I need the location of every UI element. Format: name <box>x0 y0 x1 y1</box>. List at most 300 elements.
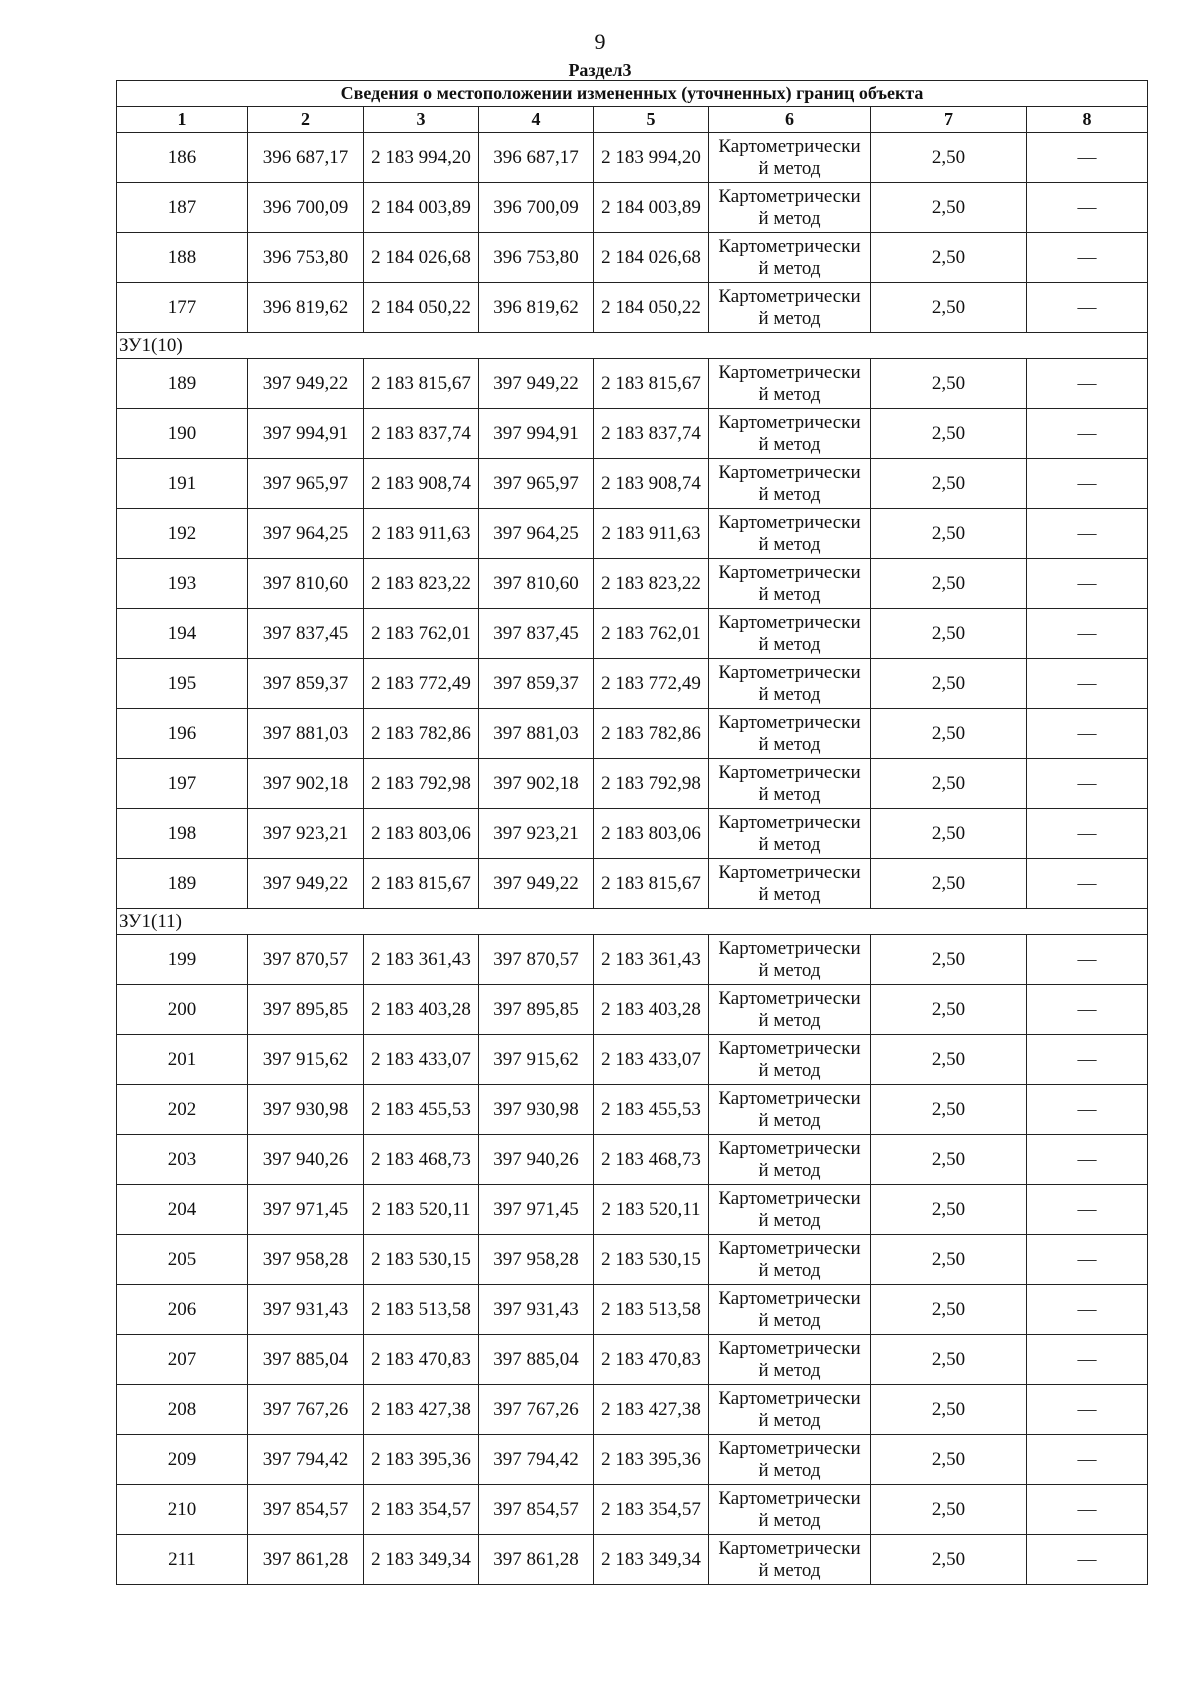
point-number-cell: 189 <box>117 359 248 409</box>
method-cell <box>709 459 871 509</box>
x-old-cell: 396 687,17 <box>248 133 364 183</box>
description-cell: — <box>1027 1185 1148 1235</box>
table-row <box>117 133 1148 183</box>
y-new-cell: 2 183 911,63 <box>594 509 709 559</box>
x-new-cell: 397 861,28 <box>479 1535 594 1585</box>
point-number-cell: 202 <box>117 1085 248 1135</box>
y-new-cell: 2 183 823,22 <box>594 559 709 609</box>
y-old-cell: 2 183 455,53 <box>364 1085 479 1135</box>
x-new-cell: 397 964,25 <box>479 509 594 559</box>
method-text: Картометрически <box>718 987 861 1009</box>
table-body <box>117 81 1148 1585</box>
column-header-row <box>117 107 1148 133</box>
method-cell <box>709 859 871 909</box>
accuracy-cell: 2,50 <box>871 659 1027 709</box>
accuracy-cell: 2,50 <box>871 1535 1027 1585</box>
table-title: Сведения о местоположении измененных (уточненных) границ объекта <box>117 81 1148 107</box>
accuracy-cell: 2,50 <box>871 459 1027 509</box>
method-text: й метод <box>758 1259 821 1281</box>
x-old-cell: 397 930,98 <box>248 1085 364 1135</box>
method-cell <box>709 509 871 559</box>
y-new-cell: 2 183 803,06 <box>594 809 709 859</box>
table-row <box>117 1535 1148 1585</box>
y-new-cell: 2 183 427,38 <box>594 1385 709 1435</box>
description-cell: — <box>1027 1435 1148 1485</box>
y-new-cell: 2 183 349,34 <box>594 1535 709 1585</box>
method-text: Картометрически <box>718 1337 861 1359</box>
accuracy-cell: 2,50 <box>871 283 1027 333</box>
method-text: й метод <box>758 1509 821 1531</box>
y-old-cell: 2 183 994,20 <box>364 133 479 183</box>
x-new-cell: 396 753,80 <box>479 233 594 283</box>
x-old-cell: 397 994,91 <box>248 409 364 459</box>
point-number-cell: 204 <box>117 1185 248 1235</box>
method-text: й метод <box>758 1559 821 1581</box>
point-number-cell: 206 <box>117 1285 248 1335</box>
table-row <box>117 935 1148 985</box>
accuracy-cell: 2,50 <box>871 1285 1027 1335</box>
method-text: Картометрически <box>718 761 861 783</box>
description-cell: — <box>1027 359 1148 409</box>
table-row <box>117 1185 1148 1235</box>
table-row <box>117 1385 1148 1435</box>
accuracy-cell: 2,50 <box>871 859 1027 909</box>
accuracy-cell: 2,50 <box>871 709 1027 759</box>
method-text: й метод <box>758 1459 821 1481</box>
table-row <box>117 709 1148 759</box>
page-number: 9 <box>594 29 606 54</box>
description-cell: — <box>1027 459 1148 509</box>
method-cell <box>709 559 871 609</box>
method-text: й метод <box>758 533 821 555</box>
table-row <box>117 759 1148 809</box>
x-new-cell: 397 881,03 <box>479 709 594 759</box>
y-old-cell: 2 183 513,58 <box>364 1285 479 1335</box>
y-new-cell: 2 183 433,07 <box>594 1035 709 1085</box>
point-number-cell: 190 <box>117 409 248 459</box>
method-text: й метод <box>758 1309 821 1331</box>
method-text: й метод <box>758 483 821 505</box>
x-old-cell: 397 854,57 <box>248 1485 364 1535</box>
method-text: Картометрически <box>718 611 861 633</box>
x-new-cell: 396 700,09 <box>479 183 594 233</box>
x-old-cell: 397 958,28 <box>248 1235 364 1285</box>
table-row <box>117 1035 1148 1085</box>
point-number-cell: 186 <box>117 133 248 183</box>
x-old-cell: 397 971,45 <box>248 1185 364 1235</box>
description-cell: — <box>1027 1085 1148 1135</box>
accuracy-cell: 2,50 <box>871 1085 1027 1135</box>
method-text: Картометрически <box>718 511 861 533</box>
x-old-cell: 397 965,97 <box>248 459 364 509</box>
description-cell: — <box>1027 1135 1148 1185</box>
y-new-cell: 2 183 837,74 <box>594 409 709 459</box>
y-old-cell: 2 183 530,15 <box>364 1235 479 1285</box>
y-old-cell: 2 183 349,34 <box>364 1535 479 1585</box>
x-new-cell: 397 958,28 <box>479 1235 594 1285</box>
description-cell: — <box>1027 1485 1148 1535</box>
description-cell: — <box>1027 1035 1148 1085</box>
table-title-row <box>117 81 1148 107</box>
y-old-cell: 2 183 823,22 <box>364 559 479 609</box>
x-old-cell: 397 902,18 <box>248 759 364 809</box>
x-old-cell: 396 700,09 <box>248 183 364 233</box>
group-label: ЗУ1(10) <box>117 333 1148 359</box>
method-text: й метод <box>758 1059 821 1081</box>
column-header: 2 <box>248 107 364 133</box>
y-new-cell: 2 183 908,74 <box>594 459 709 509</box>
description-cell: — <box>1027 659 1148 709</box>
x-old-cell: 397 931,43 <box>248 1285 364 1335</box>
method-text: Картометрически <box>718 185 861 207</box>
y-new-cell: 2 183 792,98 <box>594 759 709 809</box>
method-cell <box>709 659 871 709</box>
x-new-cell: 397 949,22 <box>479 859 594 909</box>
method-cell <box>709 409 871 459</box>
table-row <box>117 409 1148 459</box>
accuracy-cell: 2,50 <box>871 1185 1027 1235</box>
method-cell <box>709 1385 871 1435</box>
method-text: й метод <box>758 959 821 981</box>
method-cell <box>709 1185 871 1235</box>
accuracy-cell: 2,50 <box>871 935 1027 985</box>
table-row <box>117 1235 1148 1285</box>
method-text: й метод <box>758 207 821 229</box>
method-cell <box>709 283 871 333</box>
accuracy-cell: 2,50 <box>871 409 1027 459</box>
y-new-cell: 2 183 354,57 <box>594 1485 709 1535</box>
column-header: 8 <box>1027 107 1148 133</box>
column-header: 5 <box>594 107 709 133</box>
y-old-cell: 2 184 050,22 <box>364 283 479 333</box>
method-cell <box>709 233 871 283</box>
column-header: 1 <box>117 107 248 133</box>
x-new-cell: 396 687,17 <box>479 133 594 183</box>
group-label: ЗУ1(11) <box>117 909 1148 935</box>
method-text: Картометрически <box>718 811 861 833</box>
group-row <box>117 333 1148 359</box>
method-text: Картометрически <box>718 1187 861 1209</box>
x-new-cell: 397 923,21 <box>479 809 594 859</box>
method-cell <box>709 1535 871 1585</box>
description-cell: — <box>1027 1285 1148 1335</box>
x-new-cell: 397 870,57 <box>479 935 594 985</box>
method-text: Картометрически <box>718 135 861 157</box>
y-old-cell: 2 183 772,49 <box>364 659 479 709</box>
y-old-cell: 2 183 468,73 <box>364 1135 479 1185</box>
method-text: Картометрически <box>718 1537 861 1559</box>
description-cell: — <box>1027 1535 1148 1585</box>
x-new-cell: 397 994,91 <box>479 409 594 459</box>
method-text: й метод <box>758 733 821 755</box>
method-text: й метод <box>758 307 821 329</box>
x-old-cell: 397 915,62 <box>248 1035 364 1085</box>
description-cell: — <box>1027 809 1148 859</box>
accuracy-cell: 2,50 <box>871 1385 1027 1435</box>
method-text: й метод <box>758 1109 821 1131</box>
method-text: й метод <box>758 633 821 655</box>
x-new-cell: 397 767,26 <box>479 1385 594 1435</box>
method-text: й метод <box>758 1159 821 1181</box>
x-old-cell: 397 949,22 <box>248 359 364 409</box>
y-old-cell: 2 183 403,28 <box>364 985 479 1035</box>
table-row <box>117 459 1148 509</box>
method-text: й метод <box>758 257 821 279</box>
y-old-cell: 2 183 354,57 <box>364 1485 479 1535</box>
table-row <box>117 283 1148 333</box>
point-number-cell: 205 <box>117 1235 248 1285</box>
column-header: 3 <box>364 107 479 133</box>
point-number-cell: 196 <box>117 709 248 759</box>
description-cell: — <box>1027 709 1148 759</box>
method-cell <box>709 133 871 183</box>
accuracy-cell: 2,50 <box>871 359 1027 409</box>
y-new-cell: 2 183 994,20 <box>594 133 709 183</box>
method-text: й метод <box>758 783 821 805</box>
table-row <box>117 1335 1148 1385</box>
method-cell <box>709 183 871 233</box>
method-text: Картометрически <box>718 861 861 883</box>
method-text: Картометрически <box>718 285 861 307</box>
accuracy-cell: 2,50 <box>871 1035 1027 1085</box>
accuracy-cell: 2,50 <box>871 1485 1027 1535</box>
method-cell <box>709 1035 871 1085</box>
table-row <box>117 509 1148 559</box>
y-old-cell: 2 183 782,86 <box>364 709 479 759</box>
y-old-cell: 2 183 520,11 <box>364 1185 479 1235</box>
point-number-cell: 211 <box>117 1535 248 1585</box>
table-row <box>117 809 1148 859</box>
accuracy-cell: 2,50 <box>871 985 1027 1035</box>
table-row <box>117 659 1148 709</box>
y-new-cell: 2 183 513,58 <box>594 1285 709 1335</box>
y-new-cell: 2 183 470,83 <box>594 1335 709 1385</box>
table-row <box>117 559 1148 609</box>
description-cell: — <box>1027 1385 1148 1435</box>
table-row <box>117 985 1148 1035</box>
y-old-cell: 2 183 837,74 <box>364 409 479 459</box>
x-new-cell: 397 885,04 <box>479 1335 594 1385</box>
accuracy-cell: 2,50 <box>871 559 1027 609</box>
point-number-cell: 203 <box>117 1135 248 1185</box>
method-text: Картометрически <box>718 235 861 257</box>
x-new-cell: 397 837,45 <box>479 609 594 659</box>
description-cell: — <box>1027 859 1148 909</box>
description-cell: — <box>1027 183 1148 233</box>
method-text: Картометрически <box>718 661 861 683</box>
table-row <box>117 609 1148 659</box>
table-row <box>117 1435 1148 1485</box>
method-text: й метод <box>758 883 821 905</box>
x-old-cell: 397 870,57 <box>248 935 364 985</box>
method-text: й метод <box>758 1359 821 1381</box>
method-text: й метод <box>758 583 821 605</box>
method-cell <box>709 985 871 1035</box>
y-new-cell: 2 183 782,86 <box>594 709 709 759</box>
x-old-cell: 397 837,45 <box>248 609 364 659</box>
y-old-cell: 2 184 026,68 <box>364 233 479 283</box>
point-number-cell: 192 <box>117 509 248 559</box>
point-number-cell: 198 <box>117 809 248 859</box>
point-number-cell: 188 <box>117 233 248 283</box>
point-number-cell: 199 <box>117 935 248 985</box>
y-old-cell: 2 183 470,83 <box>364 1335 479 1385</box>
method-cell <box>709 359 871 409</box>
method-text: й метод <box>758 1209 821 1231</box>
method-text: Картометрически <box>718 1287 861 1309</box>
accuracy-cell: 2,50 <box>871 1335 1027 1385</box>
description-cell: — <box>1027 1335 1148 1385</box>
x-old-cell: 397 810,60 <box>248 559 364 609</box>
method-text: Картометрически <box>718 1237 861 1259</box>
x-old-cell: 397 940,26 <box>248 1135 364 1185</box>
point-number-cell: 191 <box>117 459 248 509</box>
x-new-cell: 397 854,57 <box>479 1485 594 1535</box>
column-header: 6 <box>709 107 871 133</box>
x-new-cell: 397 902,18 <box>479 759 594 809</box>
accuracy-cell: 2,50 <box>871 233 1027 283</box>
x-new-cell: 397 949,22 <box>479 359 594 409</box>
table-row <box>117 233 1148 283</box>
table-row <box>117 1285 1148 1335</box>
method-cell <box>709 809 871 859</box>
y-old-cell: 2 183 911,63 <box>364 509 479 559</box>
method-text: й метод <box>758 1409 821 1431</box>
x-new-cell: 397 931,43 <box>479 1285 594 1335</box>
x-new-cell: 396 819,62 <box>479 283 594 333</box>
accuracy-cell: 2,50 <box>871 1235 1027 1285</box>
accuracy-cell: 2,50 <box>871 809 1027 859</box>
y-old-cell: 2 183 815,67 <box>364 859 479 909</box>
method-text: Картометрически <box>718 361 861 383</box>
table-row <box>117 1485 1148 1535</box>
accuracy-cell: 2,50 <box>871 183 1027 233</box>
x-new-cell: 397 810,60 <box>479 559 594 609</box>
method-cell <box>709 759 871 809</box>
point-number-cell: 209 <box>117 1435 248 1485</box>
description-cell: — <box>1027 409 1148 459</box>
y-new-cell: 2 183 361,43 <box>594 935 709 985</box>
y-old-cell: 2 183 433,07 <box>364 1035 479 1085</box>
accuracy-cell: 2,50 <box>871 609 1027 659</box>
y-old-cell: 2 183 908,74 <box>364 459 479 509</box>
y-new-cell: 2 183 815,67 <box>594 359 709 409</box>
y-old-cell: 2 183 792,98 <box>364 759 479 809</box>
y-new-cell: 2 183 455,53 <box>594 1085 709 1135</box>
accuracy-cell: 2,50 <box>871 1135 1027 1185</box>
method-text: й метод <box>758 1009 821 1031</box>
method-cell <box>709 609 871 659</box>
description-cell: — <box>1027 133 1148 183</box>
description-cell: — <box>1027 509 1148 559</box>
x-old-cell: 397 861,28 <box>248 1535 364 1585</box>
column-header: 7 <box>871 107 1027 133</box>
group-row <box>117 909 1148 935</box>
method-text: Картометрически <box>718 561 861 583</box>
description-cell: — <box>1027 985 1148 1035</box>
y-old-cell: 2 184 003,89 <box>364 183 479 233</box>
x-new-cell: 397 965,97 <box>479 459 594 509</box>
method-text: Картометрически <box>718 1087 861 1109</box>
description-cell: — <box>1027 1235 1148 1285</box>
method-cell <box>709 1135 871 1185</box>
y-old-cell: 2 183 395,36 <box>364 1435 479 1485</box>
column-header: 4 <box>479 107 594 133</box>
point-number-cell: 208 <box>117 1385 248 1435</box>
method-cell <box>709 1085 871 1135</box>
table-row <box>117 359 1148 409</box>
y-old-cell: 2 183 361,43 <box>364 935 479 985</box>
y-new-cell: 2 183 395,36 <box>594 1435 709 1485</box>
method-text: Картометрически <box>718 1487 861 1509</box>
section-label: Раздел3 <box>568 60 632 80</box>
y-new-cell: 2 184 050,22 <box>594 283 709 333</box>
y-new-cell: 2 183 468,73 <box>594 1135 709 1185</box>
x-new-cell: 397 971,45 <box>479 1185 594 1235</box>
y-old-cell: 2 183 427,38 <box>364 1385 479 1435</box>
x-new-cell: 397 915,62 <box>479 1035 594 1085</box>
x-new-cell: 397 930,98 <box>479 1085 594 1135</box>
method-text: й метод <box>758 157 821 179</box>
method-text: й метод <box>758 683 821 705</box>
x-old-cell: 397 949,22 <box>248 859 364 909</box>
point-number-cell: 189 <box>117 859 248 909</box>
accuracy-cell: 2,50 <box>871 1435 1027 1485</box>
point-number-cell: 187 <box>117 183 248 233</box>
x-old-cell: 397 794,42 <box>248 1435 364 1485</box>
x-new-cell: 397 895,85 <box>479 985 594 1035</box>
y-old-cell: 2 183 815,67 <box>364 359 479 409</box>
description-cell: — <box>1027 935 1148 985</box>
x-old-cell: 397 881,03 <box>248 709 364 759</box>
method-cell <box>709 1485 871 1535</box>
table-row <box>117 859 1148 909</box>
accuracy-cell: 2,50 <box>871 509 1027 559</box>
y-new-cell: 2 183 762,01 <box>594 609 709 659</box>
point-number-cell: 197 <box>117 759 248 809</box>
coordinates-table <box>116 80 1148 1585</box>
method-text: Картометрически <box>718 711 861 733</box>
method-text: й метод <box>758 833 821 855</box>
x-old-cell: 397 859,37 <box>248 659 364 709</box>
x-old-cell: 396 753,80 <box>248 233 364 283</box>
point-number-cell: 193 <box>117 559 248 609</box>
method-cell <box>709 1435 871 1485</box>
method-text: Картометрически <box>718 937 861 959</box>
y-old-cell: 2 183 803,06 <box>364 809 479 859</box>
point-number-cell: 194 <box>117 609 248 659</box>
y-new-cell: 2 184 003,89 <box>594 183 709 233</box>
method-cell <box>709 709 871 759</box>
method-text: Картометрически <box>718 461 861 483</box>
x-new-cell: 397 940,26 <box>479 1135 594 1185</box>
y-new-cell: 2 183 530,15 <box>594 1235 709 1285</box>
x-old-cell: 397 964,25 <box>248 509 364 559</box>
method-cell <box>709 1235 871 1285</box>
method-text: Картометрически <box>718 1437 861 1459</box>
description-cell: — <box>1027 283 1148 333</box>
y-new-cell: 2 183 815,67 <box>594 859 709 909</box>
y-new-cell: 2 183 772,49 <box>594 659 709 709</box>
description-cell: — <box>1027 609 1148 659</box>
y-new-cell: 2 183 520,11 <box>594 1185 709 1235</box>
method-text: й метод <box>758 433 821 455</box>
description-cell: — <box>1027 759 1148 809</box>
x-old-cell: 397 895,85 <box>248 985 364 1035</box>
table-row <box>117 183 1148 233</box>
point-number-cell: 200 <box>117 985 248 1035</box>
point-number-cell: 195 <box>117 659 248 709</box>
